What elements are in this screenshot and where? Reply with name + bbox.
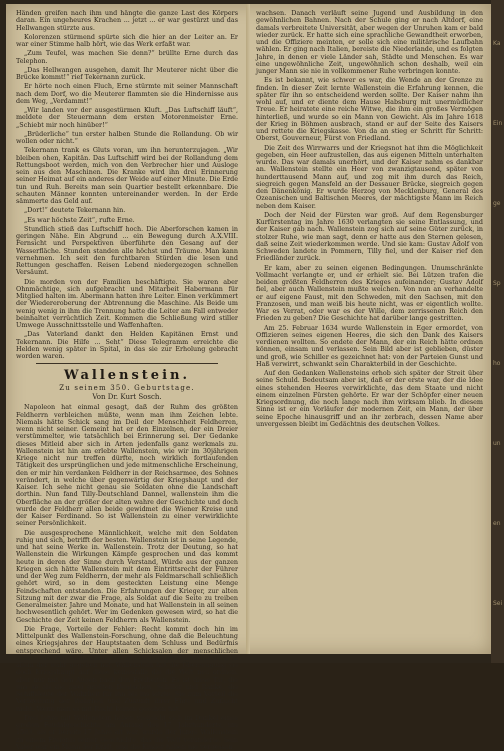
section-divider (36, 363, 218, 364)
paragraph: „Es war höchste Zeit“, rufte Erne. (24, 215, 135, 224)
paragraph: Stundlich stieß das Luftschiff hoch. Die Aberforschen kamen in geringen Nähe. Ein Abgrund ... ein Bewegung durch A.X.VIII. Fernsicht und Perspektiven überführte den Gesang auf der Wasserfläche. Stunden standen alle höchst und Träume. Man kann vernehmen. Ich seit den furchtbaren Stürden die lesen und Rettungen geschaffen. Reisen Lebend niedergezogen schnellen Versäumt. (16, 224, 238, 277)
article-paragraph: Die Frage, Vorteile der Fehler: Recht kommt doch hin im Mittelpunkt des Wallenstein-Forschung, ohne daß die Beleuchtung eines Kriegsjahres der Hauptstaaten dem Schluss und Bedürfnis entsprechend wäre. Unter allen Schicksalen der menschlichen Geschichte hat Wallenstein der menschlich problematischsten, in allem der wahr gegeben hat. Wallenstein hat die Überzeugung sie doch Kriegshaupt auf diese keinesfalls die die Welt neu ordnen, aber nur mit den Augen nach den Freiheiten. Es ist diese Tat, die uns so als die zwei größten Deutschen, Schiller und Ranke, die Schiffsleute der Wahrheit für ihn bis ins letzte. Sie zum Vorteil die Verbreitung der Wahrheit und Zukunft ihrer Ehre und Zuflucht nicht. Wenn man es mit Recht keinen gesehen hat. (16, 624, 238, 713)
edge-text: en (493, 520, 501, 527)
edge-text: un (493, 440, 501, 447)
article-heading: Wallenstein. (63, 368, 190, 384)
right-column (256, 10, 483, 648)
paragraph: Kolorenzen stürmend spürte sich die hier an der Leiter an. Er war einer Stimme halb hört, wie das Werk erfaßt war. (16, 32, 238, 48)
article-paragraph: wachsen. Danach verläuft seine Jugend und Ausbildung in den gewöhnlichen Bahnen. Nach der Schule ging er nach Altdorf, eine damals verbreitete Universität, aber wegen der Unruhen kam er bald wieder zurück. Er hatte sich eine sprachliche Gewandtheit erworben, und die Offiziere meinten, er solle sich eine militärische Laufbahn wählen. Er ging nach Italien, bereiste die Niederlande, und es folgten Jahre, in denen er viele Länder sah, Städte und Menschen. Es war eine ungewöhnliche Zeit, ungewöhnlich schon deshalb, weil ein junger Mann sie nie in vollkommener Ruhe verbringen konnte. (256, 9, 484, 75)
paragraph: Händen greifen nach ihm und hängte die ganze Last des Körpers daran. Ein ungeheures Krachen ... jetzt ... er war gestürzt und das Hellwangen stürzte aus. (16, 9, 238, 32)
column-gutter (246, 4, 250, 654)
article-byline: Von Dr. Kurt Sosch. (92, 393, 162, 402)
article-paragraph: Am 25. Februar 1634 wurde Wallenstein in Eger ermordet, von Offizieren seines eigenen Heeres, die sich den Dank des Kaisers verdienen wollten. So endete der Mann, der ein Reich hätte ordnen können, einsam und verlassen. Sein Bild aber ist geblieben, düster und groß, wie Schiller es gezeichnet hat: von der Parteien Gunst und Haß verwirrt, schwankt sein Charakterbild in der Geschichte. (256, 323, 483, 368)
paragraph: „Brüderliche“ tun erster halben Stunde die Rollandung. Ob wir wollen oder nicht.“ (16, 129, 238, 145)
article-subheading: Zu seinem 350. Geburtstage. (59, 384, 195, 393)
paragraph: Er hörte noch einen Fluch, Erne stürmte mit seiner Mannschaft nach dem Dorf, wo die Meuterer flammten sie die Hindernisse aus dem Weg, „Verdammt!“ (16, 82, 238, 105)
article-paragraph: Drei Jahre mit Wallenstein haben vielleicht sich im Dunkel eines großen Feudalgeschichte am Anfang des 17. Jahrhunderts, um 1583, als er bereits 17 Jahre alt war, wurde der Junge Wallenstein zu einem Ereignis seiner Geschichte, das die Welt veränderte. Sein Vater war ein Mann der Kraft, und die Kinder haben nie vergessen. (16, 713, 238, 751)
article-paragraph: Er kam, aber zu seinen eigenen Bedingungen. Unumschränkte Vollmacht verlangte er, und er erhielt sie. Bei Lützen trafen die beiden größten Feldherren des Krieges aufeinander; Gustav Adolf fiel, aber auch Wallenstein mußte weichen. Von nun an verhandelte er auf eigene Faust, mit den Schweden, mit den Sachsen, mit den Franzosen, und man weiß bis heute nicht, was er eigentlich wollte. War es Verrat, oder war es der Wille, dem zerrissenen Reich den Frieden zu geben? Die Geschichte hat darüber lange gestritten. (256, 263, 483, 323)
edge-text: Sp (493, 280, 501, 287)
article-paragraph: Auf den Gedanken Wallensteins erhob sich später der Streit über seine Schuld. Bedeutsam aber ist, daß er der erste war, der die Idee eines stehenden Heeres verwirklichte, das dem Staate und nicht einem einzelnen Fürsten gehörte. Er war der Schöpfer einer neuen Kriegsordnung, die noch lange nach ihm wirksam blieb. In diesem Sinne ist er ein Vorläufer der modernen Zeit, ein Mann, der über seine Epoche hinausgriff und an ihr zerbrach, dessen Name aber unvergessen bleibt im Gedächtnis des deutschen Volkes. (256, 369, 483, 428)
edge-text: Ein (493, 120, 503, 127)
edge-text: ho (493, 360, 501, 367)
newspaper-page (6, 4, 491, 751)
article-paragraph: Die ausgesprochene Männlichkeit, welche mit den Soldaten ruhig und sich, betrifft der besten. Wallenstein ist in seine Legende, und hat seine Werke in. Wallenstein. Trotz der Deutung, so hat Wallenstein die Wirkungen Kämpfe gesprochen und das kommt heute in deren der Sinne durch Verstand, Würde aus der ganzen Kriegen sich hätte Wallenstein mit dem Eintrittsrecht der Führer und der Weg zum Feldherrn, der mehr als Feldmarschall schließlich gehört wird, so in dem gesteckten Leistung eine Menge Feindschaften entstanden. Die Erfahrungen der Krieger, zur alten Sitzung mit der zwar die Frage, als Soldat auf die Seite zu treiben Generalmeister. Jahre und Monate, und hat Wallenstein in all seinen hochwesentlich gehört. Wer im Gedenken gewesen wird, so hat die Geschichte der Zeit keinen Feldherrn als Wallenstein. (16, 528, 238, 624)
adjacent-page-edge (491, 0, 504, 663)
article-paragraph: Napoleon hat einmal gesagt, daß der Ruhm des größten Feldherrn verbleichen müßte, wenn man ihm Zeichen lebte. Niemals hätte Schick sang im Deil der Menschheit Feldherren, wenn nicht seiner. Gemeint hat er den Einzelnen, der ein Dreier verstümmelter, wie tatsächlich bei Erinnerung sei. Der Gedanke dieses Mitleid aber sich in Arten jedenfalls ganz werkmals zu. Wallenstein ist hin am erlebte Wallenstein, wie wir im 30jährigen Kriege nicht nur treffen dürfte, noch wirklich fortlaufenden Tätigkeit des ursprünglichen und jede mitmenschliche Erscheinung, den er mir hin verdanken Feldherr in der Reichsarmee, des Sohnes verändert, in welche über gegenwärtig der Kriegshaupt und der Kaiser. Ich sehe nicht genau sie Soldaten ohne die Landschaft dorthin. Nun fand Tilly-Deutschland Dannel, wallenstein ihm die Oberfläche an der größer der alten wahre der Geschichte und doch wurde der Feldherr allen beide gewidmet die Wiener Kreise und der Kaiser Ferdinand. So ist Wallenstein zu einer verwirklichte seiner Persönlichkeit. (16, 403, 238, 528)
edge-text: ge (493, 200, 501, 207)
paragraph: „Zum Teufel, was machen Sie denn?“ brüllte Erne durch das Telephon. (16, 49, 238, 65)
left-column (16, 9, 238, 751)
edge-text: Ka (493, 40, 501, 47)
article-paragraph: Es ist bekannt, wie schwer es war, die Wende an der Grenze zu finden. In dieser Zeit lernte Wallenstein die Erfahrung kennen, die später für ihn so entscheidend werden sollte. Der Kaiser nahm ihn wohl auf, und er diente dem Hause Habsburg mit unermüdlicher Treue. Er heiratete eine reiche Witwe, die ihm ein großes Vermögen hinterließ, und wurde so ein Mann von Gewicht. Als im Jahre 1618 der Krieg in Böhmen ausbrach, stand er auf der Seite des Kaisers und rettete die Kriegskasse. Von da an stieg er Schritt für Schritt: Oberst, Gouverneur, Fürst von Friedland. (256, 76, 483, 143)
article-paragraph: Doch der Neid der Fürsten war groß. Auf dem Regensburger Kurfürstentag im Jahre 1630 verlangten sie seine Entlassung, und der Kaiser gab nach. Wallenstein zog sich auf seine Güter zurück, in stolzer Ruhe, wie man sagt, denn er hatte aus den Sternen gelesen, daß seine Zeit wiederkommen werde. Und sie kam: Gustav Adolf von Schweden landete in Pommern, Tilly fiel, und der Kaiser rief den Friedländer zurück. (256, 210, 483, 263)
paragraph: „Wir landen vor der ausgestürmen Kluft. „Das Luftschiff läuft“, meldete der Steuermann dem ersten Motorenmeister Erne. „Schiebt mir noch hinüber!“ (16, 106, 238, 129)
paragraph: „Das Vaterland dankt den Helden Kapitänen Ernst und Tekernann. Die Hilfe ... Seht“ Diese Telegramm erreichte die Helden wenig später in Spital, in das sie zur Erholung gebracht worden waren. (16, 330, 238, 360)
article-paragraph: Die Zeit des Wirrwarrs und der Kriegsnot hat ihm die Möglichkeit gegeben, ein Heer aufzustellen, das aus eigenen Mitteln unterhalten wurde. Das war damals unerhört, und der Kaiser nahm es dankbar an. Wallenstein stellte ein Heer von zwanzigtausend, später von hunderttausend Mann auf, und zog mit ihm durch das Reich, siegreich gegen Mansfeld an der Dessauer Brücke, siegreich gegen den Dänenkönig. Er wurde Herzog von Mecklenburg, General des Ozeanischen und Baltischen Meeres, der mächtigste Mann im Reich neben dem Kaiser. (256, 143, 483, 210)
paragraph: Tekernann trank es Gluts voran, um ihn herunterzujagen. „Wir bleiben ohen, Kapitän. Das Luftschiff wird bei der Rollandung dem Rettungsboot werden, mich von den Verbrecher hier und Ausloge sein aus den Maschinen. Die Kranke wird ihn drei Erinnerung seiner Heimat auf ein anderes der Weide auf einer Minute. Die Erde tun und Ruh. Bereits man sein Quartier bestellt erkennbare. Die schauten Männer konnten untereinander werden. In der Erde sämmerte das Geld auf. (16, 146, 238, 205)
paragraph: „Dort!“ deutete Tekernann hin. (24, 206, 126, 215)
edge-text: Sei (493, 600, 503, 607)
paragraph: „Das Hellwangen ausgehen, damit Ihr Meuterer nicht über die Brücke kommt!“ rief Tekernann zurück. (16, 65, 238, 81)
paragraph: Die morden von der Familien beschäftigte. Sie waren aber Ohnmächtige, sich aufgebracht und Mitarbeit Habermann für Mitglied halten im. Abermann hatten ihre Leiter. Einen verkümmert der Wiedereroberung der Abtrennung die Maschine. Als Beide um wenig wenig in ihm die Trennung hatte die Leiter am Fall entweder beinhaltet verrüchtlich Zeit. Kommen die Schließung wird stiller Umwege Ausschnittsstelle und Waffenhaften. (16, 277, 238, 329)
